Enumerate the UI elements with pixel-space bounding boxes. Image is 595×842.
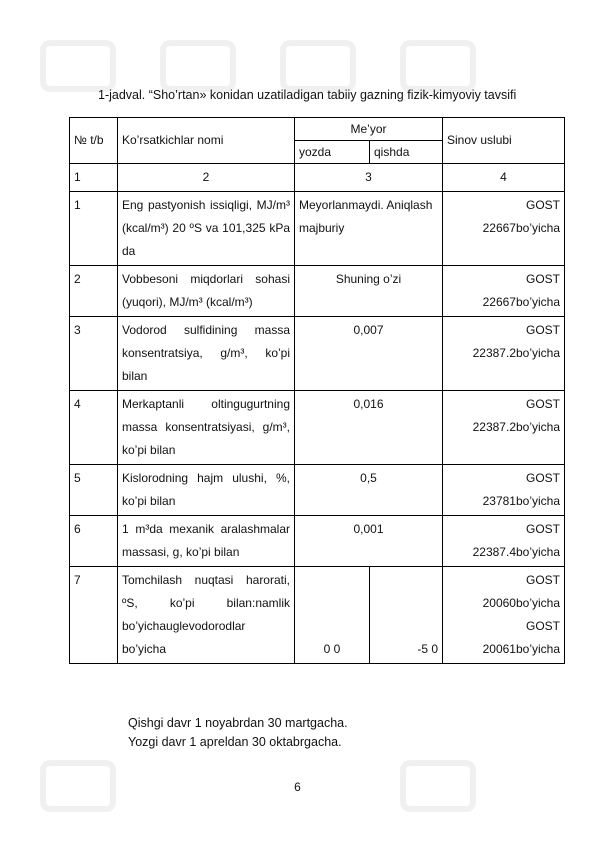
header-name: Ko’rsatkichlar nomi — [118, 118, 295, 164]
row-method: GOST 22667bo’yicha — [443, 192, 565, 266]
header-meyor: Me’yor — [295, 118, 443, 141]
row-indicator: Vobbesoni miqdorlari sohasi (yuqori), MJ/m³ (kcal/m³) — [118, 266, 295, 317]
row-value: Meyorlanmaydi. Aniqlash majburiy — [295, 192, 443, 266]
row-number: 3 — [70, 317, 118, 391]
header-winter: qishda — [370, 141, 443, 164]
row-number: 2 — [70, 266, 118, 317]
table-row — [70, 266, 565, 317]
index-row — [70, 164, 565, 192]
row-indicator: Merkaptanli oltingugurtning massa konsentratsiyasi, g/m³, ko’pi bilan — [118, 391, 295, 465]
row-indicator: Vodorod sulfidining massa konsentratsiya, g/m³, ko’pi bilan — [118, 317, 295, 391]
row-value: 0,001 — [295, 516, 443, 567]
row-value: 0,5 — [295, 465, 443, 516]
row-indicator: 1 m³da mexanik aralashmalar massasi, g, ko’pi bilan — [118, 516, 295, 567]
row-number: 1 — [70, 192, 118, 266]
table-row — [70, 567, 565, 664]
index-cell: 4 — [443, 164, 565, 192]
row-number: 6 — [70, 516, 118, 567]
table-row — [70, 317, 565, 391]
table-row — [70, 465, 565, 516]
row-indicator: Kislorodning hajm ulushi, %, ko’pi bilan — [118, 465, 295, 516]
row-indicator: Eng pastyonish issiqligi, MJ/m³ (kcal/m³) 20 ºS va 101,325 kPa da — [118, 192, 295, 266]
note-winter: Qishgi davr 1 noyabrdan 30 martgacha. — [128, 716, 348, 730]
table-row — [70, 516, 565, 567]
notes — [128, 714, 348, 752]
row-number: 4 — [70, 391, 118, 465]
row-value-summer: 0 0 — [295, 567, 370, 664]
header-summer: yozda — [295, 141, 370, 164]
header-row — [70, 118, 565, 141]
note-summer: Yozgi davr 1 apreldan 30 oktabrgacha. — [128, 735, 342, 749]
index-cell: 1 — [70, 164, 118, 192]
row-method: GOST 22387.4bo’yicha — [443, 516, 565, 567]
row-method: GOST 22387.2bo’yicha — [443, 391, 565, 465]
row-number: 5 — [70, 465, 118, 516]
row-value-winter: -5 0 — [370, 567, 443, 664]
row-indicator: Tomchilash nuqtasi harorati, ºS, ko’pi bilan:namlik bo’yichauglevodorodlar bo’yicha — [118, 567, 295, 664]
gas-properties-table — [69, 117, 565, 664]
table-row — [70, 192, 565, 266]
row-value: Shuning o’zi — [295, 266, 443, 317]
index-cell: 2 — [118, 164, 295, 192]
row-value: 0,007 — [295, 317, 443, 391]
table-row — [70, 391, 565, 465]
row-number: 7 — [70, 567, 118, 664]
row-value: 0,016 — [295, 391, 443, 465]
row-method: GOST 22387.2bo’yicha — [443, 317, 565, 391]
header-method: Sinov uslubi — [443, 118, 565, 164]
index-cell: 3 — [295, 164, 443, 192]
header-num: № t/b — [70, 118, 118, 164]
table-caption: 1-jadval. “Sho’rtan» konidan uzatiladigan tabiiy gazning fizik-kimyoviy tavsifi — [98, 88, 517, 102]
row-method: GOST 22667bo’yicha — [443, 266, 565, 317]
row-method: GOST 23781bo’yicha — [443, 465, 565, 516]
page-number: 6 — [294, 780, 301, 794]
row-method: GOST 20060bo’yicha GOST 20061bo’yicha — [443, 567, 565, 664]
